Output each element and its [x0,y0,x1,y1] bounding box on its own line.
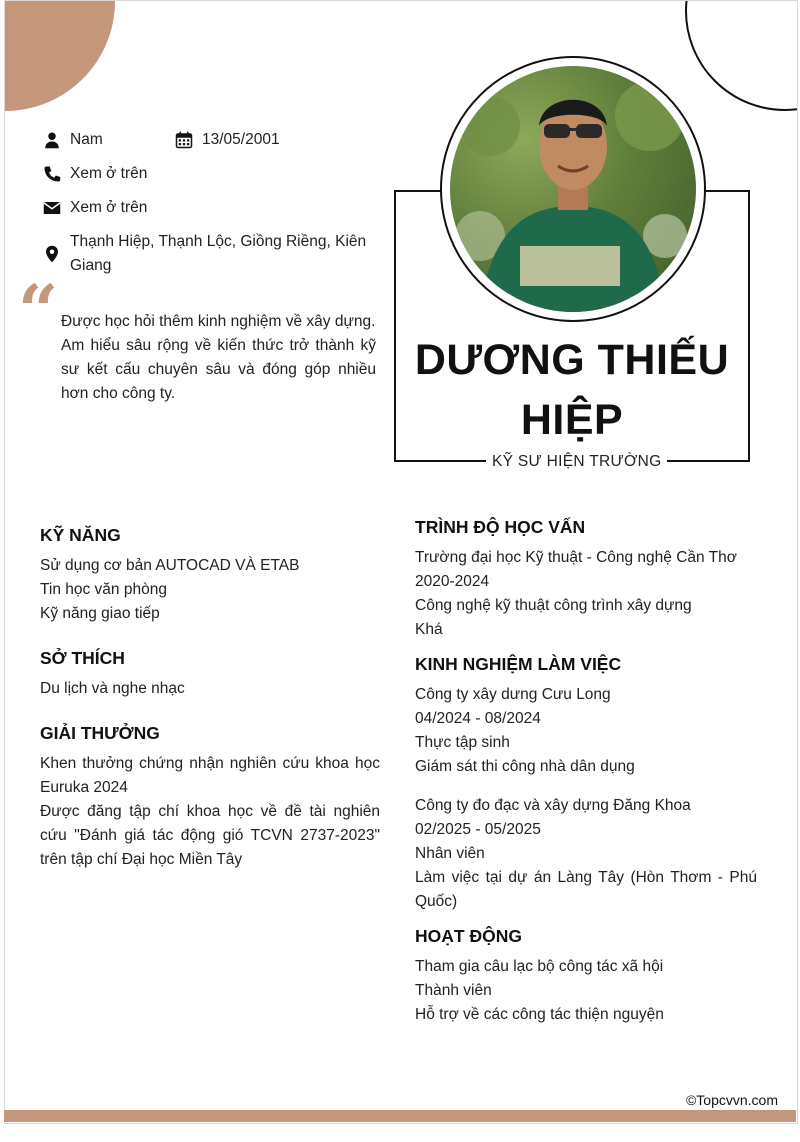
activity-role: Thành viên [415,982,492,999]
job-company: Công ty đo đạc và xây dựng Đăng Khoa [415,797,691,814]
section-title: HOẠT ĐỘNG [415,926,522,946]
person-icon [42,128,62,152]
job-description: Giám sát thi công nhà dân dụng [415,758,635,775]
job-company: Công ty xây dưng Cưu Long [415,686,611,703]
award-item: Khen thưởng chứng nhận nghiên cứu khoa học Euruka 2024 [40,755,380,796]
calendar-icon [174,128,194,152]
school-name: Trường đại học Kỹ thuật - Công nghệ Cần Thơ [415,549,737,566]
objective-line: Am hiểu sâu rộng về kiến thức trở thành kỹ sư kết cấu chuyên sâu và đóng góp nhiều hơn cho công ty. [61,337,376,402]
skill-item: Sử dụng cơ bản AUTOCAD VÀ ETAB [40,557,300,574]
section-title: GIẢI THƯỞNG [40,723,160,743]
hobbies-section [40,645,380,701]
birthdate-row [174,128,280,152]
job-role: Nhân viên [415,845,485,862]
phone-icon [42,162,62,186]
section-title: SỞ THÍCH [40,648,125,668]
bottom-accent-bar [4,1110,796,1122]
section-title: TRÌNH ĐỘ HỌC VẤN [415,517,586,537]
award-item: Được đăng tập chí khoa học về đề tài nghiên cứu "Đánh giá tác động gió TCVN 2737-2023" trên tập chí Đại học Miền Tây [40,803,380,868]
job-entry [415,794,757,914]
job-entry [415,683,757,779]
phone-text: Xem ở trên [70,165,148,182]
job-period: 02/2025 - 05/2025 [415,821,541,838]
experience-section [415,651,757,914]
full-name: DƯƠNG THIẾU HIỆP [414,336,730,444]
career-objective [61,310,376,406]
avatar [440,56,706,322]
email-row [42,196,147,220]
hobby-item: Du lịch và nghe nhạc [40,680,185,697]
phone-row [42,162,147,186]
section-title: KỸ NĂNG [40,525,121,545]
gender-text: Nam [70,131,103,148]
address-text: Thạnh Hiệp, Thạnh Lộc, Giồng Riềng, Kiên Giang [70,233,367,274]
decorative-quarter-circle [4,0,115,111]
job-role: Thực tập sinh [415,734,510,751]
activity-description: Hỗ trợ về các công tác thiện nguyện [415,1006,664,1023]
address-row [42,230,372,278]
decorative-ring [685,0,798,111]
objective-line: Được học hỏi thêm kinh nghiệm về xây dựng. [61,313,376,330]
awards-section [40,720,380,872]
birthdate-text: 13/05/2001 [202,131,280,148]
education-grade: Khá [415,621,443,638]
profile-photo [450,66,696,312]
gender-row [42,128,103,152]
activities-section [415,923,757,1027]
job-title: KỸ SƯ HIỆN TRƯỜNG [486,452,667,472]
job-period: 04/2024 - 08/2024 [415,710,541,727]
skills-section [40,522,380,626]
email-text: Xem ở trên [70,199,148,216]
copyright-text: ©Topcvvn.com [685,1092,778,1108]
education-major: Công nghệ kỹ thuật công trình xây dựng [415,597,692,614]
section-title: KINH NGHIỆM LÀM VIỆC [415,654,622,674]
skill-item: Kỹ năng giao tiếp [40,605,160,622]
quote-icon: “ [18,269,59,352]
activity-organization: Tham gia câu lạc bộ công tác xã hội [415,958,664,975]
education-period: 2020-2024 [415,573,490,590]
skill-item: Tin học văn phòng [40,581,167,598]
education-section [415,514,757,642]
envelope-icon [42,196,62,220]
job-description: Làm việc tại dự án Làng Tây (Hòn Thơm - Phú Quốc) [415,869,757,910]
